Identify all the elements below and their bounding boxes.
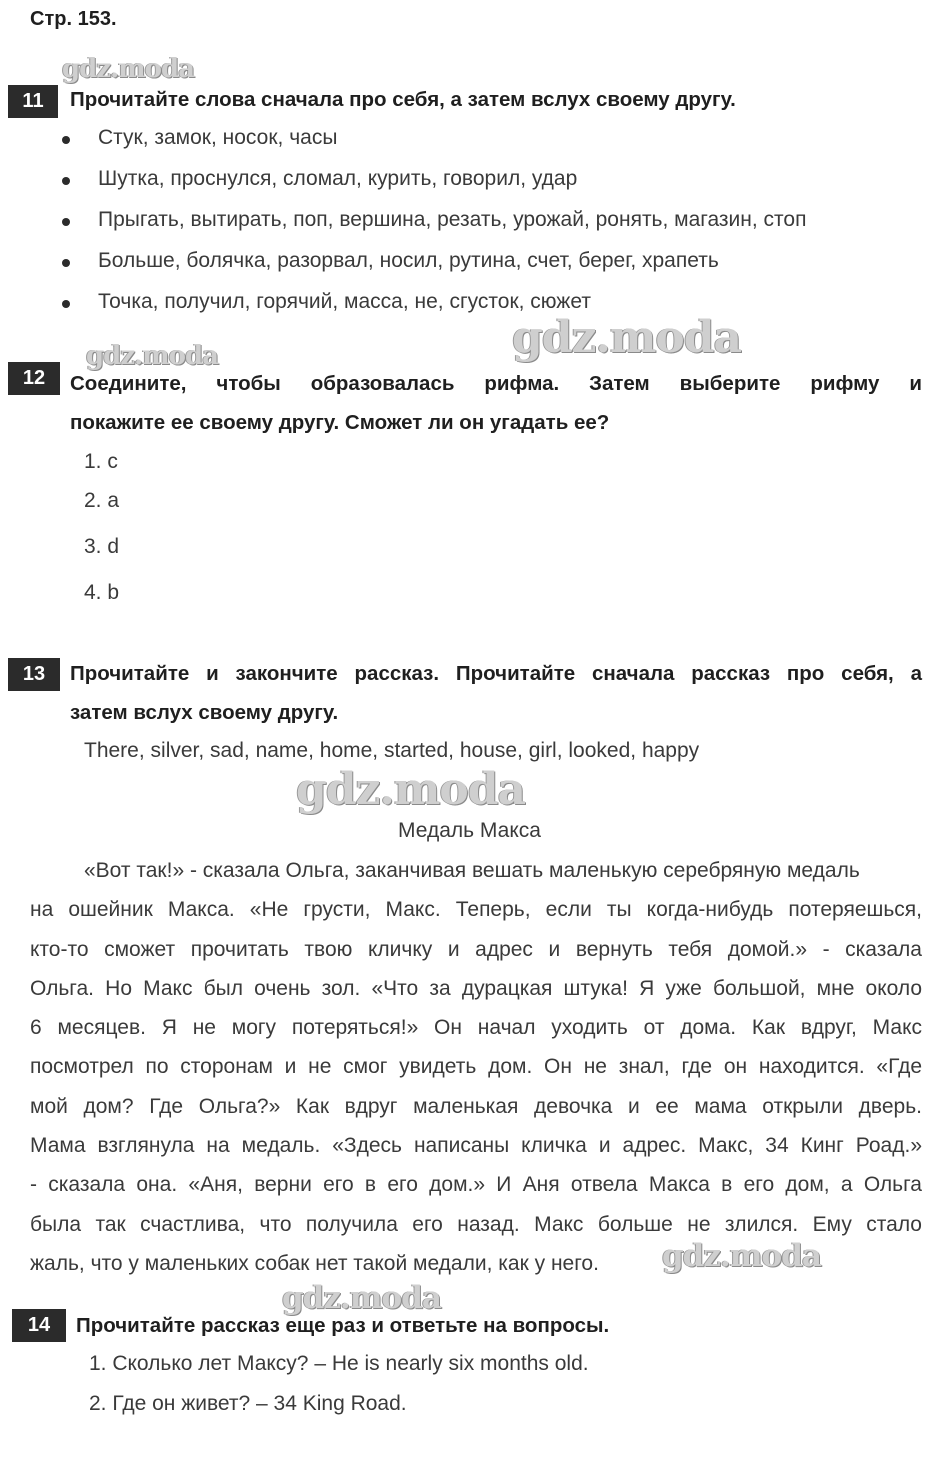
bullet-icon bbox=[62, 300, 70, 308]
page-number: Стр. 153. bbox=[30, 8, 117, 30]
answer-item: 2. a bbox=[84, 489, 120, 512]
story-line: «Вот так!» - сказала Ольга, заканчивая вешать маленькую серебряную медаль bbox=[84, 859, 860, 882]
task-12-instruction-line1: Соедините, чтобы образовалась рифма. Затем выберите рифму и bbox=[70, 372, 922, 395]
task-number-13: 13 bbox=[8, 658, 60, 691]
watermark-4: gdz.moda bbox=[296, 764, 526, 815]
watermark-5: gdz.moda bbox=[662, 1238, 821, 1274]
story-line: на ошейник Макса. «Не грусти, Макс. Теперь, если ты когда-нибудь потеряешься, bbox=[30, 898, 922, 922]
watermark-2: gdz.moda bbox=[86, 341, 219, 371]
answer-item: 2. Где он живет? – 34 King Road. bbox=[89, 1392, 407, 1415]
task-number-14: 14 bbox=[12, 1309, 66, 1342]
story-line: Ольга. Но Макс был очень зол. «Что за дурацкая штука! Я уже большой, мне около bbox=[30, 976, 922, 1000]
story-line: кто-то сможет прочитать твою кличку и адрес и вернуть тебя домой.» - сказала bbox=[30, 937, 922, 961]
bullet-icon bbox=[62, 259, 70, 267]
watermark-6: gdz.moda bbox=[282, 1280, 441, 1316]
bullet-icon bbox=[62, 136, 70, 144]
story-line: жаль, что у маленьких собак нет такой медали, как у него. bbox=[30, 1251, 599, 1275]
word-bank: There, silver, sad, name, home, started, house, girl, looked, happy bbox=[84, 739, 700, 762]
story-text bbox=[30, 851, 922, 1283]
task-number-12: 12 bbox=[8, 362, 60, 395]
list-item-text: Прыгать, вытирать, поп, вершина, резать, урожай, ронять, магазин, стоп bbox=[98, 208, 807, 231]
list-item-text: Стук, замок, носок, часы bbox=[98, 126, 338, 149]
task-13-instruction-line2: затем вслух своему другу. bbox=[70, 701, 339, 724]
task-11-instruction: Прочитайте слова сначала про себя, а затем вслух своему другу. bbox=[70, 88, 736, 111]
story-line: 6 месяцев. Я не могу потеряться!» Он начал уходить от дома. Как вдруг, Макс bbox=[30, 1016, 922, 1040]
answer-item: 4. b bbox=[84, 581, 120, 604]
story-line: - сказала она. «Аня, верни его в его дом.» И Аня отвела Макса в его дом, а Ольга bbox=[30, 1173, 922, 1197]
bullet-icon bbox=[62, 177, 70, 185]
bullet-icon bbox=[62, 218, 70, 226]
answer-item: 1. c bbox=[84, 450, 118, 473]
list-item-text: Шутка, проснулся, сломал, курить, говорил, удар bbox=[98, 167, 578, 190]
answer-item: 3. d bbox=[84, 535, 120, 558]
story-title: Медаль Макса bbox=[398, 819, 541, 842]
task-12-instruction-line2: покажите ее своему другу. Сможет ли он угадать ее? bbox=[70, 411, 610, 434]
answer-item: 1. Сколько лет Максу? – He is nearly six months old. bbox=[89, 1352, 589, 1375]
watermark-1: gdz.moda bbox=[62, 54, 195, 84]
story-line: Мама взглянула на медаль. «Здесь написаны кличка и адрес. Макс, 34 Кинг Роад.» bbox=[30, 1134, 922, 1158]
story-line: посмотрел по сторонам и не смог увидеть дом. Он не знал, где он находится. «Где bbox=[30, 1055, 922, 1079]
task-number-11: 11 bbox=[8, 85, 58, 118]
watermark-3: gdz.moda bbox=[512, 312, 742, 363]
story-line: мой дом? Где Ольга?» Как вдруг маленькая девочка и ее мама открыли дверь. bbox=[30, 1094, 922, 1118]
list-item-text: Больше, болячка, разорвал, носил, рутина, счет, берег, храпеть bbox=[98, 249, 719, 272]
list-item-text: Точка, получил, горячий, масса, не, сгусток, сюжет bbox=[98, 290, 591, 313]
story-line: была так счастлива, что получила его назад. Макс больше не злился. Ему стало bbox=[30, 1212, 922, 1236]
task-13-instruction-line1: Прочитайте и закончите рассказ. Прочитайте сначала рассказ про себя, а bbox=[70, 662, 922, 685]
task-14-instruction: Прочитайте рассказ еще раз и ответьте на вопросы. bbox=[76, 1314, 610, 1337]
